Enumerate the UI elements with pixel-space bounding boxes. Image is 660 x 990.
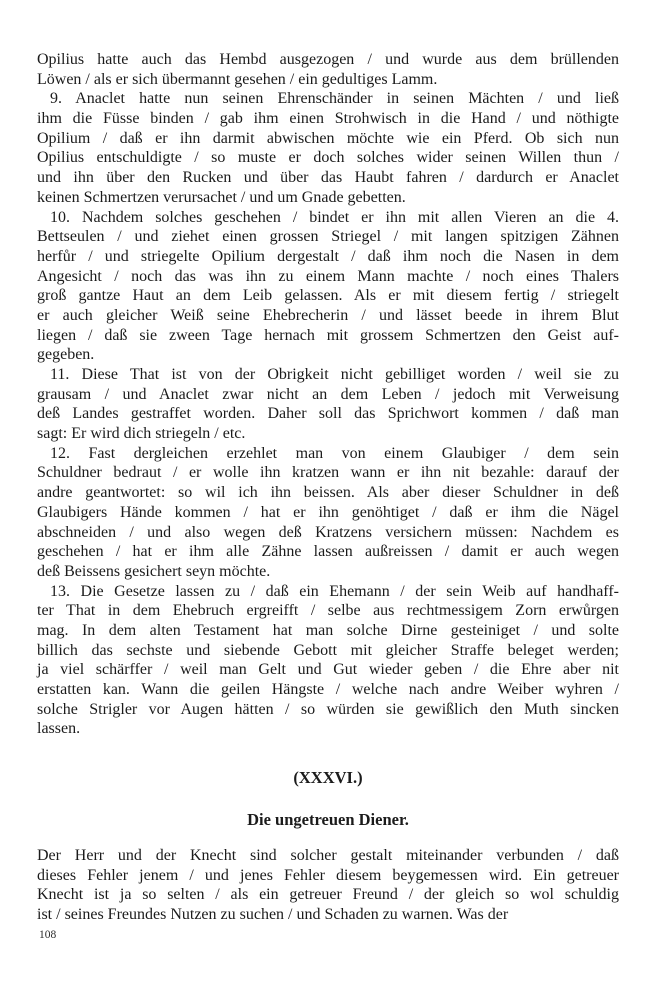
text-line: keinen Schmertzen verursachet / und um Gnade gebetten.: [37, 188, 406, 206]
paragraph: [37, 846, 619, 925]
text-line: groß gantze Haut an dem Leib gelassen. Als er mit diesem fertig / striegelt: [37, 287, 619, 305]
text-line: 10. Nachdem solches geschehen / bindet er ihn mit allen Vieren an die 4.: [50, 208, 619, 226]
text-line: grausam / und Anaclet zwar nicht an dem Leben / jedoch mit Verweisung: [37, 385, 619, 403]
text-line: er auch gleicher Weiß seine Ehebrecherin / und lässet beede in ihrem Blut: [37, 306, 619, 324]
text-line: solche Strigler vor Augen hätten / so würden sie gewißlich den Muth sincken: [37, 700, 619, 718]
text-column: [37, 50, 619, 925]
text-line: liegen / daß sie zween Tage hernach mit grossem Schmertzen den Geist auf-: [37, 326, 619, 344]
text-line: Opilius entschuldigte / so muste er doch solches wider seinen Willen thun /: [37, 149, 619, 167]
chapter-heading: (XXXVI.): [293, 768, 363, 788]
page-number: 108: [39, 929, 57, 941]
section-title: Die ungetreuen Diener.: [247, 810, 409, 830]
text-line: erstatten kan. Wann die geilen Hängste / welche nach andre Weiber wyhren /: [37, 681, 619, 698]
text-line: mag. In dem alten Testament hat man solche Dirne gesteiniget / und solte: [37, 621, 619, 639]
text-line: ja viel schärffer / weil man Gelt und Gut wieder geben / die Ehre aber nit: [37, 661, 619, 679]
text-line: 13. Die Gesetze lassen zu / daß ein Ehemann / der sein Weib auf handhaff-: [50, 582, 619, 600]
paragraph: [37, 582, 619, 740]
text-line: und ihn über den Rucken und über das Haubt fahren / dardurch er Anaclet: [37, 169, 619, 187]
paragraph: [37, 444, 619, 582]
text-line: Löwen / als er sich übermannt gesehen / ein gedultiges Lamm.: [37, 70, 438, 88]
text-line: Glaubigers Hände kommen / hat er ihn genöhtiget / daß er ihm die Nägel: [37, 503, 619, 521]
text-line: 11. Diese That ist von der Obrigkeit nicht gebilliget worden / weil sie zu: [50, 366, 619, 383]
paragraph: [37, 50, 619, 89]
text-line: deß Landes gestraffet worden. Daher soll das Sprichwort kommen / daß man: [37, 405, 619, 423]
text-line: Angesicht / noch das was ihn zu einem Mann machte / noch eines Thalers: [37, 267, 619, 285]
text-line: Der Herr und der Knecht sind solcher gestalt miteinander verbunden / daß: [37, 847, 619, 865]
body-paragraphs: [37, 50, 619, 739]
text-line: herfůr / und striegelte Opilium dergestalt / daß ihm noch die Nasen in dem: [37, 247, 619, 265]
text-line: gegeben.: [37, 346, 95, 364]
text-line: sagt: Er wird dich striegeln / etc.: [37, 425, 246, 443]
text-line: andre geantwortet: so wil ich ihn beissen. Als aber dieser Schuldner in deß: [37, 484, 619, 502]
text-line: 12. Fast dergleichen erzehlet man von einem Glaubiger / dem sein: [50, 444, 619, 462]
text-line: Knecht ist ja so selten / als ein getreuer Freund / der gleich so wol schuldig: [37, 886, 619, 904]
section-paragraphs: [37, 846, 619, 925]
text-line: billich das sechste und siebende Gebott mit gleicher Straffe beleget werden;: [37, 641, 619, 659]
text-line: ist / seines Freundes Nutzen zu suchen / und Schaden zu warnen. Was der: [37, 906, 509, 924]
paragraph: [37, 208, 619, 366]
text-line: geschehen / hat er ihm alle Zähne lassen außreissen / damit er auch wegen: [37, 543, 619, 561]
text-line: abschneiden / und also wegen deß Kratzens versichern müssen: Nachdem es: [37, 523, 619, 541]
text-line: Schuldner bedraut / er wolle ihn kratzen wann er ihn nit bezahle: darauf der: [37, 464, 619, 482]
text-line: deß Beissens gesichert seyn möchte.: [37, 562, 271, 580]
text-line: Bettseulen / und ziehet einen grossen Striegel / mit langen spitzigen Zähnen: [37, 228, 619, 246]
paragraph: [37, 89, 619, 207]
text-line: ihm die Füsse binden / gab ihm einen Strohwisch in die Hand / und nöthigte: [37, 110, 619, 128]
text-line: lassen.: [37, 720, 81, 738]
text-line: dieses Fehler jenem / und jenes Fehler diesem beygemessen wird. Ein getreuer: [37, 866, 619, 884]
text-line: ter That in dem Ehebruch ergreifft / selbe aus rechtmessigem Zorn erwůrgen: [37, 602, 619, 620]
text-line: Opilius hatte auch das Hembd ausgezogen / und wurde aus dem brüllenden: [37, 51, 619, 68]
text-line: Opilium / daß er ihn darmit abwischen möchte wie ein Pferd. Ob sich nun: [37, 129, 619, 147]
text-line: 9. Anaclet hatte nun seinen Ehrenschänder in seinen Mächten / und ließ: [50, 90, 619, 108]
paragraph: [37, 365, 619, 444]
